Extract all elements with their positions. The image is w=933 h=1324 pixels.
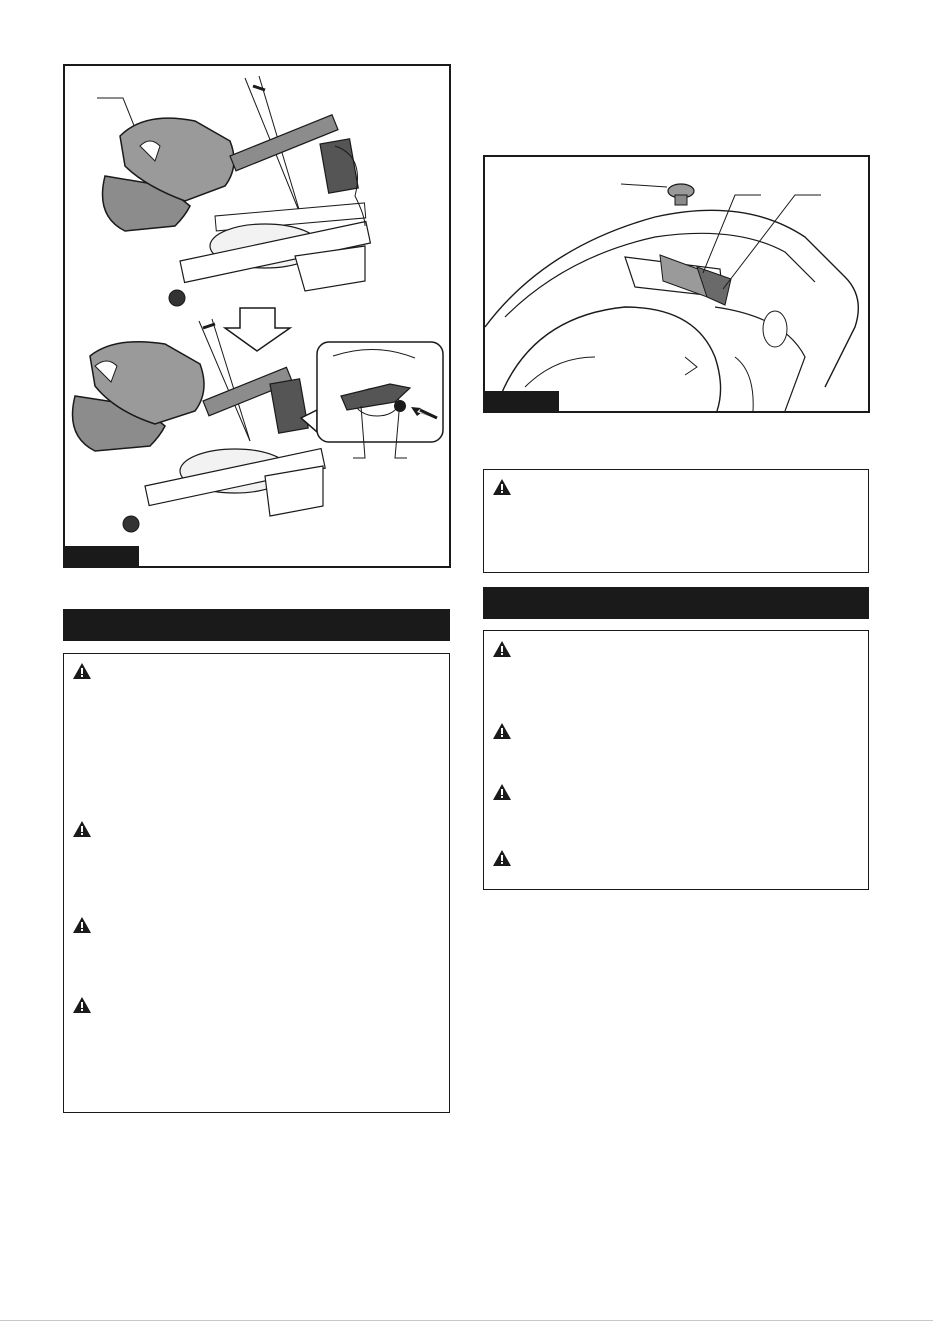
warning-icon xyxy=(72,996,92,1014)
warning-box xyxy=(483,469,869,573)
warning-icon xyxy=(72,916,92,934)
miter-saw-slide-lock-illustration xyxy=(65,66,449,566)
warning-icon xyxy=(492,849,512,867)
section-header-bar xyxy=(63,609,450,641)
figure-saw-handle xyxy=(483,155,870,413)
warning-icon xyxy=(492,478,512,496)
section-header-bar xyxy=(483,587,869,619)
figure-number-tab xyxy=(65,546,139,566)
warning-icon xyxy=(492,783,512,801)
warning-icon xyxy=(492,640,512,658)
warning-box xyxy=(63,653,450,1113)
warning-icon xyxy=(492,722,512,740)
figure-number-tab xyxy=(485,391,559,411)
page-bottom-rule xyxy=(0,1320,933,1321)
figure-saw-slide-lock xyxy=(63,64,451,568)
warning-icon xyxy=(72,820,92,838)
warning-box xyxy=(483,630,869,890)
saw-handle-switch-illustration xyxy=(485,157,868,411)
warning-icon xyxy=(72,662,92,680)
